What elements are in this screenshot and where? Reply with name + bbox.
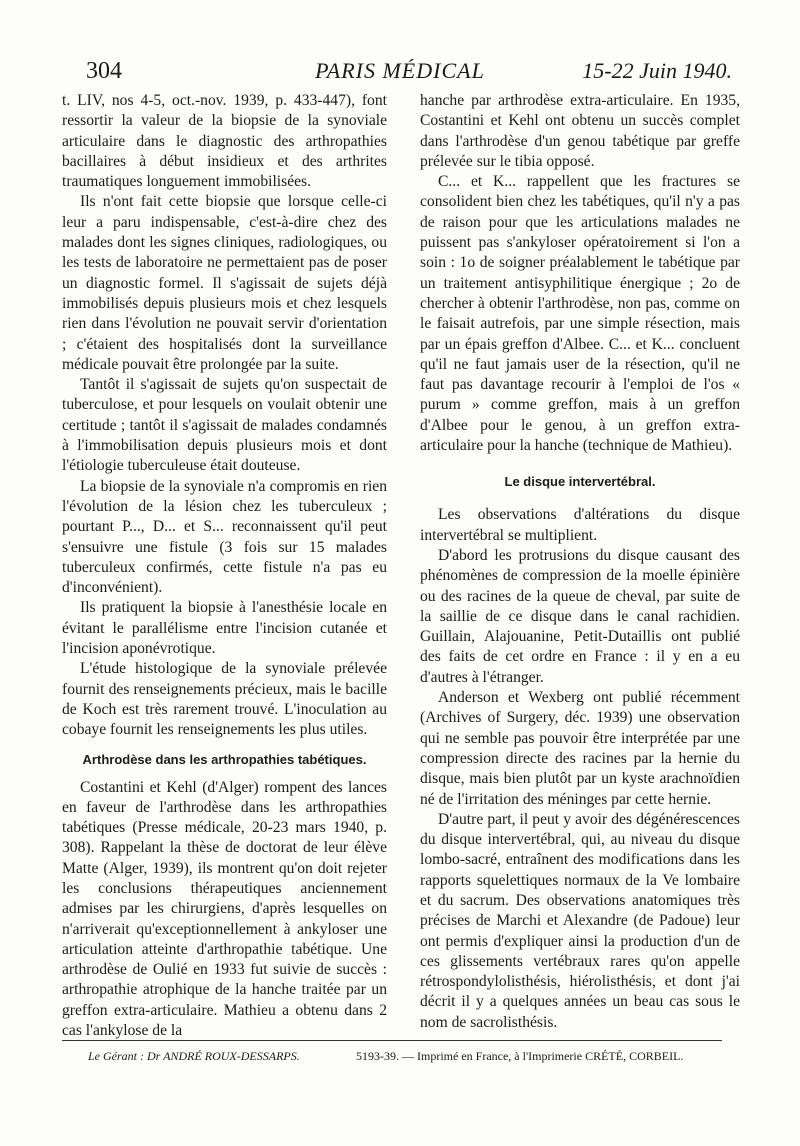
paragraph: D'abord les protrusions du disque causant des phénomènes de compression de la moelle épinière ou des racines de la queue de cheval, par suite de la saillie de ce disque dans le canal rachidien. Guillain, Alajouanine, Petit-Dutaillis ont publié des faits de cet ordre en France : il y en a eu d'autres à l'étranger.: [420, 546, 740, 686]
paragraph: D'autre part, il peut y avoir des dégénérescences du disque intervertébral, qui, au niveau du disque lombo-sacré, entraînent des modifications dans les rapports squelettiques normaux de la Ve lombaire et du sacrum. Des observations anatomiques très précises de Marchi et Alexandre (de Padoue) leur ont permis d'expliquer ainsi la production d'un de ces glissements vertébraux rares qu'on appelle rétrospondylolisthésis, hiérolisthésis, et dont j'ai décrit il y a quelques années un beau cas sous le nom de sacrolisthésis.: [420, 810, 740, 1031]
paragraph: C... et K... rappellent que les fractures se consolident bien chez les tabétiques, qu'il n'y a pas de raison pour que les articulations malades ne puissent pas s'ankyloser opératoirement si l'on a soin : 1o de soigner préalablement le tabétique par un traitement antisyphilitique énergique ; 2o de chercher à obtenir l'arthrodèse, non pas, comme on le faisait autrefois, par une simple résection, mais par un épais greffon d'Albee. C... et K... concluent qu'il ne faut jamais user de la résection, qu'il ne faut pas davantage recourir à l'emploi de l'os « purum » comme greffon, mais à un greffon d'Albee pour le genou, à un greffon extra-articulaire pour la hanche (technique de Mathieu).: [420, 173, 740, 455]
page-number: 304: [86, 58, 122, 84]
paragraph: t. LIV, nos 4-5, oct.-nov. 1939, p. 433-447), font ressortir la valeur de la biopsie de la synoviale articulaire dans le diagnostic des arthropathies bacillaires à début insidieux et des arthrites traumatiques longuement immobilisées.: [62, 92, 387, 191]
footer-imprint: 5193-39. — Imprimé en France, à l'Imprimerie CRÉTÉ, CORBEIL.: [356, 1049, 684, 1063]
section-heading-disque: Le disque intervertébral.: [504, 474, 656, 490]
left-column: [62, 91, 387, 1041]
paragraph: Costantini et Kehl (d'Alger) rompent des lances en faveur de l'arthrodèse dans les arthropathies tabétiques (Presse médicale, 20-23 mars 1940, p. 308). Rappelant la thèse de doctorat de leur élève Matte (Alger, 1939), ils montrent qu'on doit rejeter les conclusions thérapeutiques anciennement admises par les chirurgiens, d'après lesquelles on n'arriverait qu'exceptionnellement à ankyloser une articulation atteinte d'arthropathie tabétique. Une arthrodèse de Oulié en 1933 fut suivie de succès : arthropathie atrophique de la hanche traitée par un greffon extra-articulaire. Mathieu a obtenu dans 2 cas l'ankylose de la: [62, 778, 387, 1040]
journal-title: PARIS MÉDICAL: [315, 58, 485, 83]
section-heading-arthrodese: Arthrodèse dans les arthropathies tabétiques.: [82, 751, 367, 767]
paragraph: Anderson et Wexberg ont publié récemment (Archives of Surgery, déc. 1939) une observation qui ne semble pas pouvoir être interprétée par une compression directe des racines par la hernie du disque, mais bien plutôt par un kyste arachnoïdien né de l'irritation des méninges par cette hernie.: [420, 689, 740, 808]
paragraph: L'étude histologique de la synoviale prélevée fournit des renseignements précieux, mais le bacille de Koch est très rarement trouvé. L'inoculation au cobaye fournit les renseignements les plus utiles.: [62, 660, 387, 739]
footer-gerant: Le Gérant : Dr ANDRÉ ROUX-DESSARPS.: [88, 1049, 300, 1063]
paragraph: Ils pratiquent la biopsie à l'anesthésie locale en évitant le parallélisme entre l'incision cutanée et l'incision aponévrotique.: [62, 599, 387, 658]
paragraph: Ils n'ont fait cette biopsie que lorsque celle-ci leur a paru indispensable, c'est-à-dire chez des malades dont les signes cliniques, radiologiques, ou les tests de laboratoire ne permettaient pas de poser un diagnostic formel. Il s'agissait de sujets déjà immobilisés depuis plusieurs mois et chez lesquels rien dans l'évolution ne pouvait servir d'orientation ; c'étaient des hospitalisés dont la surveillance médicale pouvait être prolongée par la suite.: [62, 193, 387, 373]
issue-date: 15-22 Juin 1940.: [582, 58, 732, 83]
paragraph: La biopsie de la synoviale n'a compromis en rien l'évolution de la lésion chez les tuberculeux ; pourtant P..., D... et S... reconnaissent qu'il peut s'ensuivre une fistule (3 fois sur 15 malades tuberculeux confirmés, cette fistule n'a pas eu d'inconvénient).: [62, 477, 387, 597]
paragraph: Tantôt il s'agissait de sujets qu'on suspectait de tuberculose, et pour lesquels on voulait obtenir une certitude ; tantôt il s'agissait de malades condamnés à l'immobilisation depuis plusieurs mois et dont l'étiologie tuberculeuse était douteuse.: [62, 376, 387, 475]
footer-rule: [62, 1040, 722, 1041]
right-column: [420, 91, 740, 1033]
paragraph: hanche par arthrodèse extra-articulaire. En 1935, Costantini et Kehl ont obtenu un succès complet dans l'arthrodèse d'un genou tabétique par greffe prélevée sur le tibia opposé.: [420, 92, 740, 170]
paragraph: Les observations d'altérations du disque intervertébral se multiplient.: [420, 506, 740, 544]
